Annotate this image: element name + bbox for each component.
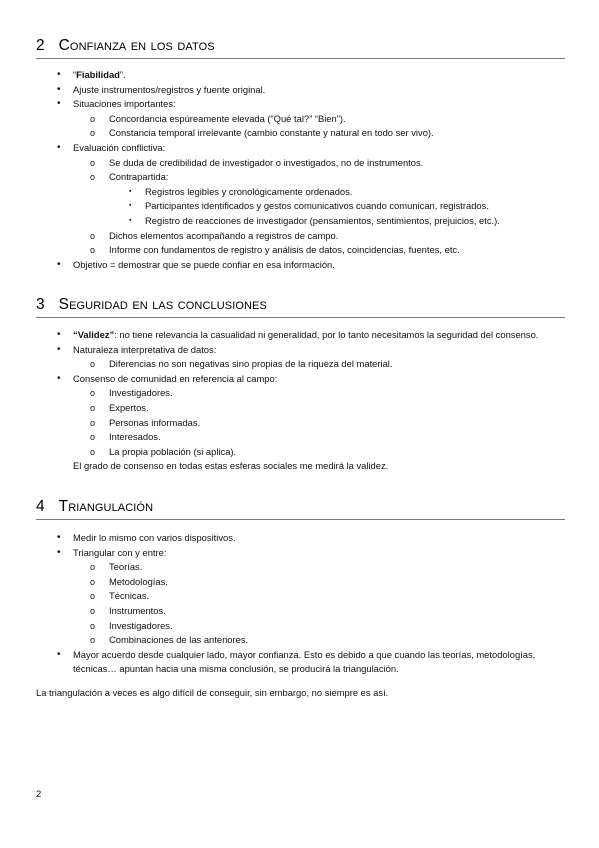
list-item: • Mayor acuerdo desde cualquier lado, mayor confianza. Esto es debido a que cuando las teorías, metodologías, técnicas… apuntan hacia una misma conclusión, se producirá la triangulación. [57,648,536,675]
bullet-icon: • [57,532,61,543]
section-heading [36,37,565,59]
circle-bullet-icon: o [90,388,96,399]
circle-bullet-icon: o [90,417,96,428]
sub-list-item: o Expertos. [36,401,565,416]
bullet-icon: • [57,83,61,95]
list-item: • Naturaleza interpretativa de datos: [36,343,565,358]
list-item-fiabilidad: • “Fiabilidad”. [36,68,565,83]
section-title: Triangulación [58,498,154,515]
list-item: • Objetivo = demostrar que se puede confiar en esa información. [36,258,565,273]
circle-bullet-icon: o [90,591,96,602]
circle-bullet-icon: o [90,562,96,573]
sub-list-item: o Investigadores. [36,619,565,634]
page-number: 2 [36,788,42,799]
circle-bullet-icon: o [90,172,96,183]
circle-bullet-icon: o [90,359,96,370]
circle-bullet-icon: o [90,432,96,443]
sub-list-item: o Informe con fundamentos de registro y análisis de datos, coincidencias, fuentes, etc. [36,243,565,258]
sub-list-item: o Investigadores. [36,386,565,401]
section-number: 2 [36,37,45,54]
list-item: • Triangular con y entre: [36,546,565,561]
bullet-icon: • [57,372,61,384]
circle-bullet-icon: o [90,446,96,457]
circle-bullet-icon: o [90,128,96,139]
sub-list-item: o Metodologías. [36,575,565,590]
sub-sub-list-item: ▪ Registros legibles y cronológicamente ordenados. [36,185,565,200]
section-triangulacion [36,498,565,677]
sub-list-item: o Combinaciones de las anteriores. [36,633,565,648]
bullet-list [36,328,565,459]
circle-bullet-icon: o [90,230,96,241]
list-item-validez: • “Validez”: no tiene relevancia la casualidad ni generalidad, por lo tanto necesitamos la seguridad del consenso. [36,328,565,343]
bullet-icon: • [57,98,61,110]
circle-bullet-icon: o [90,620,96,631]
sub-sub-list-item: ▪ Registro de reacciones de investigador (pensamientos, sentimientos, prejuicios, etc.). [36,214,565,229]
list-item: • Consenso de comunidad en referencia al campo: [36,372,565,387]
bullet-icon: • [57,141,61,153]
sub-list-item: o Se duda de credibilidad de investigador o investigados, no de instrumentos. [36,156,565,171]
section-heading [36,498,565,520]
circle-bullet-icon: o [90,245,96,256]
sub-list-item: o La propia población (si aplica). [36,445,565,460]
sub-list-item: o Interesados. [36,430,565,445]
circle-bullet-icon: o [90,635,96,646]
section-seguridad [36,296,565,474]
bullet-icon: • [57,648,61,660]
bullet-icon: • [57,69,61,80]
sub-list-item: o Concordancia espúreamente elevada (“Qué tal?” “Bien”). [36,112,565,127]
square-bullet-icon: ▪ [129,202,132,210]
sub-list-item: o Dichos elementos acompañando a registros de campo. [36,229,565,244]
bullet-icon: • [57,258,61,270]
term-validez: “Validez” [73,329,115,340]
section-title: Confianza en los datos [58,37,215,54]
circle-bullet-icon: o [90,402,96,413]
bullet-icon: • [57,546,61,558]
list-item: • Medir lo mismo con varios dispositivos. [36,531,565,546]
list-item: • Ajuste instrumentos/registros y fuente original. [36,83,565,98]
bullet-icon: • [57,343,61,355]
sub-list-item: o Contrapartida: [36,170,565,185]
section-number: 4 [36,498,45,515]
section-confianza [36,37,565,272]
closing-paragraph: La triangulación a veces es algo difícil de conseguir, sin embargo, no siempre es así. [36,687,389,698]
section-number: 3 [36,296,45,313]
bullet-list [36,68,565,272]
bullet-list [36,531,565,677]
circle-bullet-icon: o [90,576,96,587]
sub-list-item: o Diferencias no son negativas sino propias de la riqueza del material. [36,357,565,372]
square-bullet-icon: ▪ [129,187,132,195]
section-title: Seguridad en las conclusiones [58,296,267,313]
bullet-icon: • [57,329,61,340]
circle-bullet-icon: o [90,605,96,616]
list-item: • Evaluación conflictiva: [36,141,565,156]
consensus-note: El grado de consenso en todas estas esferas sociales me medirá la validez. [73,460,389,472]
sub-list-item: o Constancia temporal irrelevante (cambio constante y natural en todo ser vivo). [36,126,565,141]
sub-list-item: o Teorías. [36,560,565,575]
square-bullet-icon: ▪ [129,216,132,224]
sub-list-item: o Técnicas. [36,589,565,604]
sub-list-item: o Instrumentos. [36,604,565,619]
sub-sub-list-item: ▪ Participantes identificados y gestos comunicativos cuando comunican, registrados. [36,199,565,214]
sub-list-item: o Personas informadas. [36,416,565,431]
circle-bullet-icon: o [90,157,96,168]
list-item: • Situaciones importantes: [36,97,565,112]
circle-bullet-icon: o [90,113,96,124]
section-heading [36,296,565,318]
term-fiabilidad: Fiabilidad [76,69,120,80]
